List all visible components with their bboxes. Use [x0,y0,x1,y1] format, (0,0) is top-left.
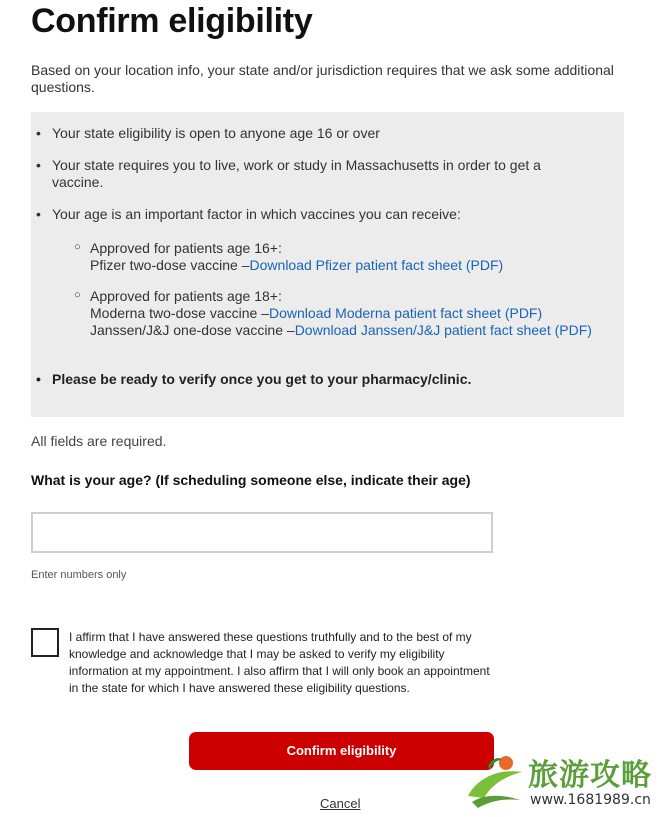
vaccine-name: Janssen/J&J one-dose vaccine – [90,322,295,338]
vaccine-group-heading: Approved for patients age 16+: [90,240,282,256]
sub-bullet-ring: ○ [74,289,81,301]
bullet-text: Your age is an important factor in which vaccines you can receive: [52,206,461,222]
intro-text: Based on your location info, your state and/or jurisdiction requires that we ask some additional questions. [31,62,614,95]
bullet-dot: • [36,125,41,141]
bullet-text: Your state requires you to live, work or study in Massachusetts in order to get a vaccine. [52,157,541,190]
vaccine-group-16-plus [74,240,600,274]
affirm-checkbox[interactable] [31,628,59,657]
vaccine-name: Moderna two-dose vaccine – [90,305,269,321]
confirm-eligibility-button[interactable]: Confirm eligibility [189,732,494,770]
watermark-name: 旅游攻略 [528,758,652,793]
vaccine-line-janssen [90,322,600,339]
age-hint: Enter numbers only [31,569,127,581]
cancel-link[interactable]: Cancel [320,796,361,811]
bullet-dot: • [36,206,41,222]
info-bullet-age [36,125,587,142]
watermark [462,748,662,814]
sub-bullet-ring: ○ [74,241,81,253]
info-bullet-vaccine-factor [36,206,587,223]
vaccine-group-18-plus [74,288,600,339]
moderna-fact-sheet-link[interactable]: Download Moderna patient fact sheet (PDF) [269,305,543,321]
pfizer-fact-sheet-link[interactable]: Download Pfizer patient fact sheet (PDF) [249,257,504,273]
bullet-text: Please be ready to verify once you get to your pharmacy/clinic. [52,371,472,387]
age-question-label: What is your age? (If scheduling someone else, indicate their age) [31,472,471,488]
bullet-dot: • [36,157,41,173]
watermark-url: www.1681989.cn [530,792,651,808]
janssen-fact-sheet-link[interactable]: Download Janssen/J&J patient fact sheet (PDF) [294,322,592,338]
bullet-dot: • [36,371,41,387]
page-title: Confirm eligibility [31,2,313,40]
affirm-statement: I affirm that I have answered these questions truthfully and to the best of my knowledge and acknowledge that I may be asked to verify my eligibility information at my appointment. I also affirm that I will only book an appointment in the state for which I have answered these eligibility questions. [69,630,490,695]
vaccine-line-moderna [90,305,600,322]
info-bullet-verify [36,371,587,388]
watermark-logo-icon [462,750,528,810]
vaccine-name: Pfizer two-dose vaccine – [90,257,250,273]
bullet-text: Your state eligibility is open to anyone age 16 or over [52,125,380,141]
vaccine-line-pfizer [90,257,600,274]
age-input[interactable] [31,512,493,553]
required-note: All fields are required. [31,433,167,449]
info-bullet-residency [36,157,587,191]
vaccine-group-heading: Approved for patients age 18+: [90,288,282,304]
